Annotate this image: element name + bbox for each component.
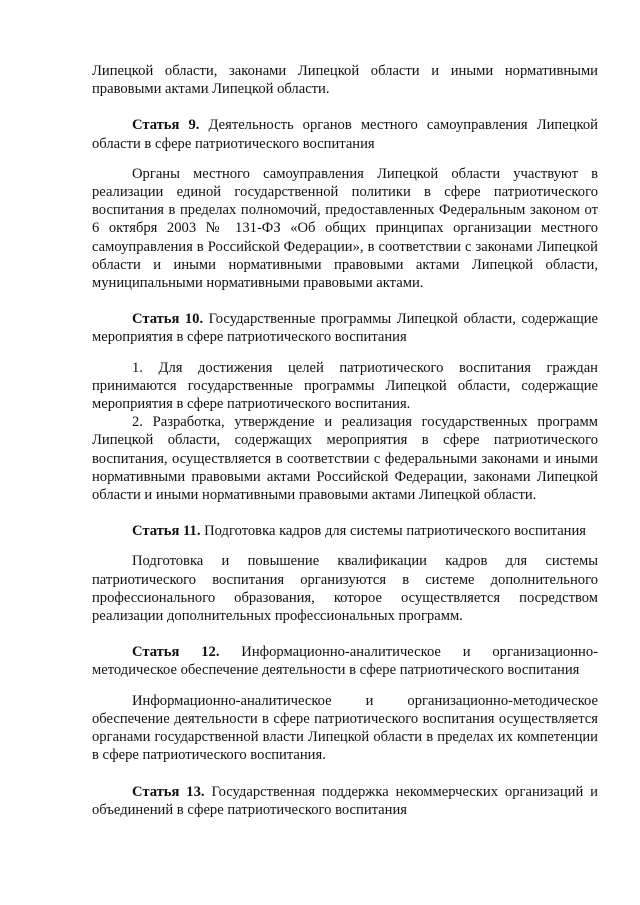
- article-9-text: Органы местного самоуправления Липецкой области участвуют в реализации единой государственной политики в сфере патриотического воспитания в пределах полномочий, предоставленных Федеральным законом от 6 октября 2003 № 131-ФЗ «Об общих принципах организации местного самоуправления в Российской Федерации», в соответствии с законами Липецкой области и иными нормативными правовыми актами Липецкой области, муниципальными нормативными правовыми актами.: [92, 165, 598, 292]
- article-13-title: Государственная поддержка некоммерческих организаций и объединений в сфере патриотического воспитания: [92, 783, 598, 818]
- article-10-text-2: 2. Разработка, утверждение и реализация государственных программ Липецкой области, содержащих мероприятия в сфере патриотического воспитания, осуществляется в соответствии с федеральными законами и иными нормативными правовыми актами Российской Федерации, законами Липецкой области и иными нормативными правовыми актами Липецкой области.: [92, 414, 598, 504]
- article-10-title: Государственные программы Липецкой области, содержащие мероприятия в сфере патриотического воспитания: [92, 311, 598, 346]
- article-12-title: Информационно-аналитическое и организационно-методическое обеспечение деятельности в сфере патриотического воспитания: [92, 644, 598, 679]
- article-13-heading: [92, 783, 598, 819]
- article-12-label: Статья 12.: [132, 644, 220, 661]
- article-11-text: Подготовка и повышение квалификации кадров для системы патриотического воспитания организуются в системе дополнительного профессионального образования, которое осуществляется посредством реализации дополнительных профессиональных программ.: [92, 553, 598, 625]
- article-10-text-1: 1. Для достижения целей патриотического воспитания граждан принимаются государственные программы Липецкой области, содержащие мероприятия в сфере патриотического воспитания.: [92, 359, 598, 413]
- article-13-label: Статья 13.: [132, 783, 205, 800]
- article-11-label: Статья 11.: [132, 523, 201, 540]
- article-11-title: Подготовка кадров для системы патриотического воспитания: [200, 523, 586, 540]
- article-9-heading: [92, 116, 598, 152]
- article-9-label: Статья 9.: [132, 117, 200, 134]
- article-12-heading: [92, 643, 598, 679]
- article-10-label: Статья 10.: [132, 311, 204, 328]
- intro-paragraph: Липецкой области, законами Липецкой области и иными нормативными правовыми актами Липецкой области.: [92, 63, 598, 98]
- article-9-title: Деятельность органов местного самоуправления Липецкой области в сфере патриотического воспитания: [92, 117, 598, 152]
- article-11-heading: [92, 522, 598, 540]
- article-10-heading: [92, 310, 598, 346]
- article-12-text: Информационно-аналитическое и организационно-методическое обеспечение деятельности в сфере патриотического воспитания осуществляется органами государственной власти Липецкой области в пределах их компетенции в сфере патриотического воспитания.: [92, 692, 598, 764]
- document-body: [92, 62, 598, 819]
